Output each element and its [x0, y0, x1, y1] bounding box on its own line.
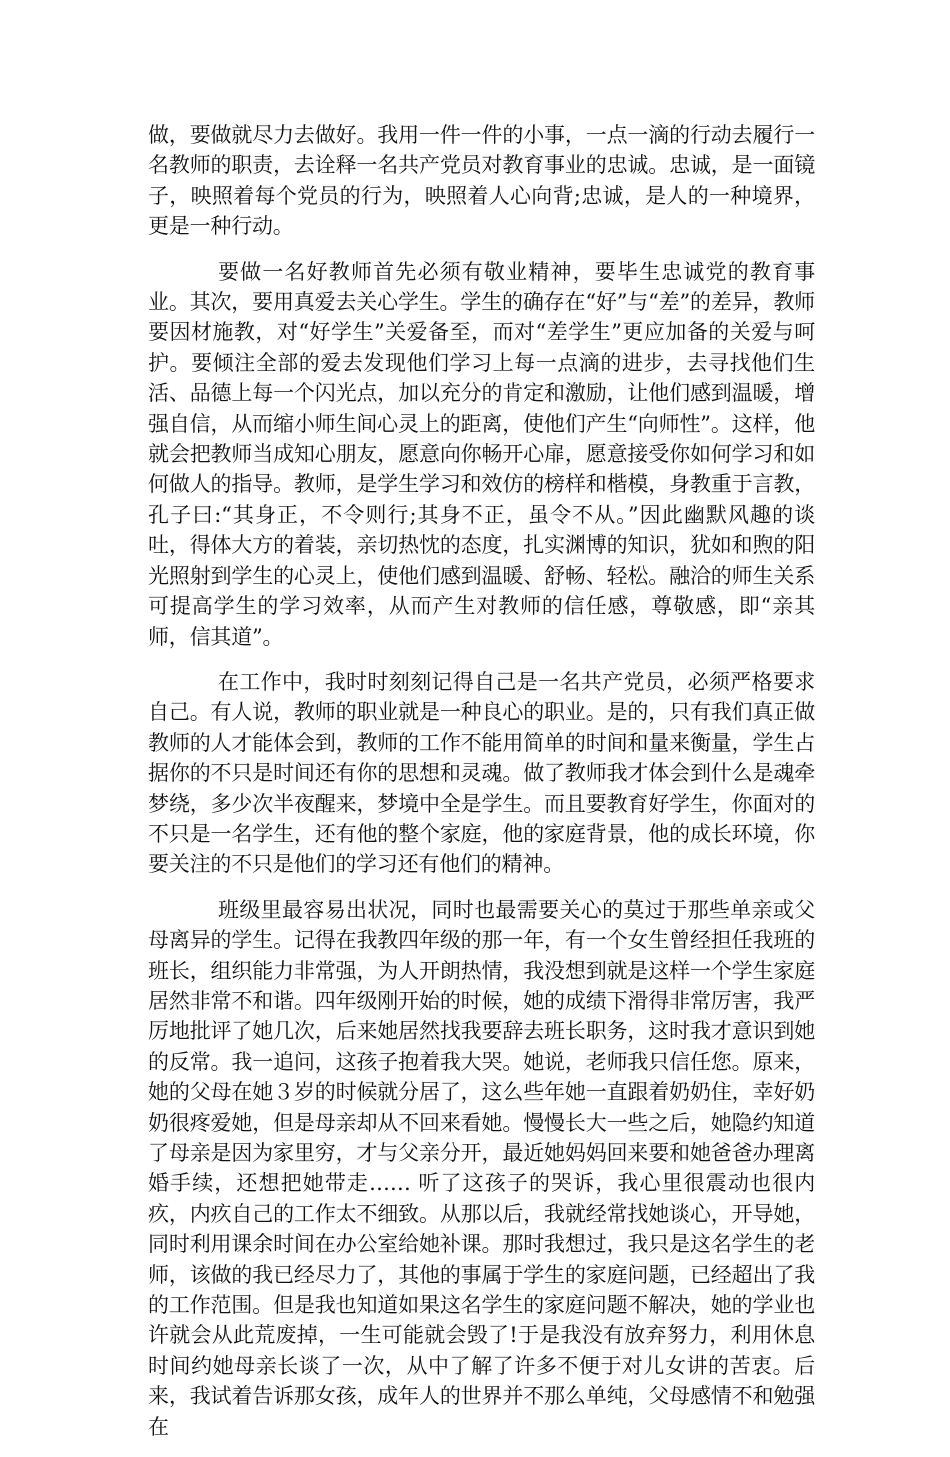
document-page	[148, 120, 815, 1457]
paragraph-work-attitude: 在工作中，我时时刻刻记得自己是一名共产党员，必须严格要求自己。有人说，教师的职业就是一种良心的职业。是的，只有我们真正做教师的人才能体会到，教师的工作不能用简单的时间和量来衡量，学生占据你的不只是时间还有你的思想和灵魂。做了教师我才体会到什么是魂牵梦绕，多少次半夜醒来，梦境中全是学生。而且要教育好学生，你面对的不只是一名学生，还有他的整个家庭，他的家庭背景，他的成长环境，你要关注的不只是他们的学习还有他们的精神。	[148, 669, 815, 877]
paragraph-dedication: 要做一名好教师首先必须有敬业精神，要毕生忠诚党的教育事业。其次，要用真爱去关心学生。学生的确存在“好”与“差”的差异，教师要因材施教，对“好学生”关爱备至，而对“差学生”更应加备的关爱与呵护。要倾注全部的爱去发现他们学习上每一点滴的进步，去寻找他们生活、品德上每一个闪光点，加以充分的肯定和激励，让他们感到温暖，增强自信，从而缩小师生间心灵上的距离，使他们产生“向师性”。这样，他就会把教师当成知心朋友，愿意向你畅开心扉，愿意接受你如何学习和如何做人的指导。教师，是学生学习和效仿的榜样和楷模，身教重于言教，孔子曰:“其身正，不令则行;其身不正，虽令不从。”因此幽默风趣的谈吐，得体大方的着装，亲切热忱的态度，扎实渊博的知识，犹如和煦的阳光照射到学生的心灵上，使他们感到温暖、舒畅、轻松。融洽的师生关系可提高学生的学习效率，从而产生对教师的信任感，尊敬感，即“亲其师，信其道”。	[148, 259, 815, 649]
paragraph-continuation: 做，要做就尽力去做好。我用一件一件的小事，一点一滴的行动去履行一名教师的职责，去诠释一名共产党员对教育事业的忠诚。忠诚，是一面镜子，映照着每个党员的行为，映照着人心向背;忠诚，是人的一种境界，更是一种行动。	[148, 123, 815, 239]
paragraph-student-story: 班级里最容易出状况，同时也最需要关心的莫过于那些单亲或父母离异的学生。记得在我教四年级的那一年，有一个女生曾经担任我班的班长，组织能力非常强，为人开朗热情，我没想到就是这样一个学生家庭居然非常不和谐。四年级刚开始的时候，她的成绩下滑得非常厉害，我严厉地批评了她几次，后来她居然找我要辞去班长职务，这时我才意识到她的反常。我一追问，这孩子抱着我大哭。她说，老师我只信任您。原来，她的父母在她３岁的时候就分居了，这么些年她一直跟着奶奶住，幸好奶奶很疼爱她，但是母亲却从不回来看她。慢慢长大一些之后，她隐约知道了母亲是因为家里穷，才与父亲分开，最近她妈妈回来要和她爸爸办理离婚手续，还想把她带走…… 听了这孩子的哭诉，我心里很震动也很内疚，内疚自己的工作太不细致。从那以后，我就经常找她谈心，开导她，同时利用课余时间在办公室给她补课。那时我想过，我只是这名学生的老师，该做的我已经尽力了，其他的事属于学生的家庭问题，已经超出了我的工作范围。但是我也知道如果这名学生的家庭问题不解决，她的学业也许就会从此荒废掉，一生可能就会毁了!于是我没有放弃努力，利用休息时间约她母亲长谈了一次，从中了解了许多不便于对儿女讲的苦衷。后来，我试着告诉那女孩，成年人的世界并不那么单纯，父母感情不和勉强在	[148, 897, 815, 1439]
